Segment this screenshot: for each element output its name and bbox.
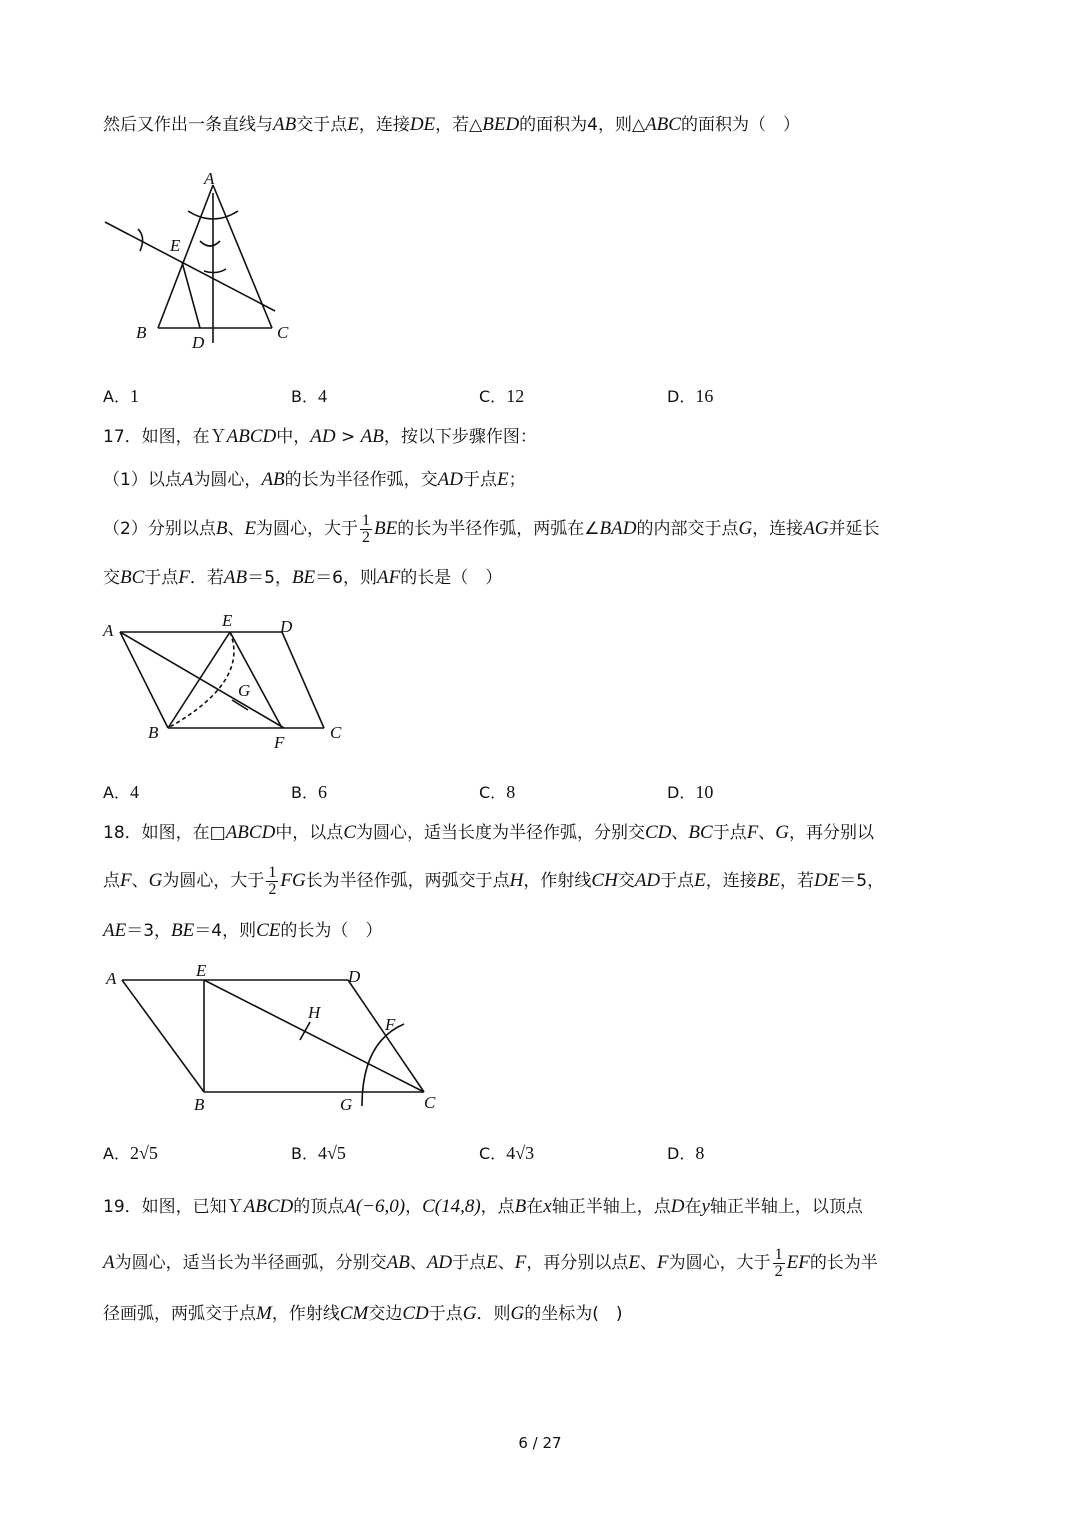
option-value: 2√5 — [129, 1143, 158, 1163]
text: ，点 — [480, 1197, 515, 1217]
text: ＝4，则 — [194, 921, 257, 941]
q17-line-2 — [103, 469, 526, 491]
text: 在 — [526, 1197, 544, 1217]
option-value: 4 — [129, 782, 139, 802]
math: BED — [482, 114, 520, 135]
math: AD — [437, 469, 463, 490]
text: 中，以点 — [275, 823, 344, 843]
text: 、 — [758, 823, 776, 843]
q19-line-1 — [103, 1196, 863, 1218]
option-c[interactable] — [479, 1141, 534, 1164]
option-value: 8 — [695, 1143, 705, 1163]
label-A: A — [204, 169, 215, 188]
math: F — [746, 822, 759, 843]
math: ABCD — [225, 822, 276, 843]
label-B: B — [194, 1095, 205, 1114]
label-A: A — [106, 969, 117, 988]
text: 于点 — [712, 823, 747, 843]
math: E — [347, 114, 359, 135]
math: AB — [223, 567, 248, 588]
text: 于点 — [462, 470, 497, 490]
text: 为圆心，大于 — [256, 519, 359, 539]
text: ， — [405, 1197, 423, 1217]
math: H — [509, 870, 524, 891]
math: CM — [339, 1303, 369, 1324]
option-a[interactable] — [103, 1141, 158, 1164]
option-letter: D． — [667, 783, 696, 802]
numerator: 1 — [362, 511, 371, 529]
option-letter: D． — [667, 387, 696, 406]
math: M — [256, 1303, 272, 1324]
text: ，作射线 — [271, 1304, 340, 1324]
text: 的长为半径作弧，交 — [284, 470, 438, 490]
math: E — [486, 1252, 498, 1273]
denominator: 2 — [774, 1262, 783, 1280]
text: 的顶点 — [293, 1197, 345, 1217]
text: > — [335, 427, 361, 447]
text: ＝5， — [839, 871, 885, 891]
text: ，再分别以点 — [526, 1253, 629, 1273]
math: D — [670, 1196, 685, 1217]
option-letter: B． — [291, 387, 318, 406]
math: AD — [310, 426, 336, 447]
text: 、 — [639, 1253, 657, 1273]
text: ，作射线 — [523, 871, 592, 891]
label-H: H — [308, 1003, 321, 1022]
label-F: F — [274, 733, 285, 752]
q16-options — [103, 384, 863, 406]
text: ，连接 — [705, 871, 757, 891]
math: ABC — [645, 114, 681, 135]
text: 的长为半 — [809, 1253, 878, 1273]
option-letter: B． — [291, 783, 318, 802]
math: BAD — [599, 518, 637, 539]
label-G: G — [340, 1095, 353, 1114]
text: 、 — [131, 871, 149, 891]
text: （1）以点 — [103, 470, 182, 490]
option-b[interactable] — [291, 1141, 346, 1164]
option-value: 12 — [506, 386, 525, 406]
option-b[interactable] — [291, 780, 327, 803]
option-letter: C． — [479, 783, 507, 802]
text: 18．如图，在□ — [103, 823, 226, 843]
text: ，若△ — [435, 115, 483, 135]
numerator: 1 — [774, 1245, 783, 1263]
math: BC — [120, 567, 145, 588]
math: AB — [261, 469, 285, 490]
math: E — [496, 469, 509, 490]
label-C: C — [330, 723, 342, 742]
text: 于点 — [660, 871, 695, 891]
label-F: F — [385, 1015, 396, 1034]
label-A: A — [103, 621, 114, 640]
option-value: 4 — [317, 386, 327, 406]
option-value: 16 — [695, 386, 714, 406]
label-E: E — [170, 236, 181, 255]
text: 轴正半轴上，点 — [551, 1197, 671, 1217]
text: ＝3， — [126, 921, 172, 941]
math: x — [543, 1196, 552, 1217]
text: 然后又作出一条直线与 — [103, 115, 273, 135]
text: 于点 — [452, 1253, 487, 1273]
math: y — [701, 1196, 710, 1217]
math: ABCD — [226, 426, 277, 447]
fraction-half — [773, 1247, 785, 1280]
text: ＝5， — [247, 568, 292, 588]
q18-line-1 — [103, 822, 874, 844]
text: 的面积为4，则△ — [519, 115, 646, 135]
q16-text-line — [103, 114, 800, 136]
text: 的长为半径作弧，两弧在∠ — [397, 519, 600, 539]
text: ＝6，则 — [315, 568, 377, 588]
math: CE — [256, 920, 281, 941]
text: ，再分别以 — [789, 823, 875, 843]
q18-figure — [100, 960, 450, 1120]
text: 在 — [684, 1197, 702, 1217]
option-c[interactable] — [479, 384, 524, 407]
q17-figure — [100, 612, 360, 752]
math: B — [215, 518, 228, 539]
text: 的长为（ ） — [280, 921, 383, 941]
text: 、 — [497, 1253, 515, 1273]
math: DE — [813, 870, 840, 891]
math: EF — [786, 1252, 810, 1273]
math: AB — [273, 114, 297, 135]
text: 、 — [227, 519, 245, 539]
text: ，按以下步骤作图： — [383, 427, 537, 447]
text: 的坐标为( ) — [524, 1304, 623, 1324]
math: AE — [103, 920, 127, 941]
option-value: 4√5 — [317, 1143, 346, 1163]
math: E — [628, 1252, 640, 1273]
label-D: D — [348, 967, 361, 986]
option-letter: B． — [291, 1144, 318, 1163]
text: 于点 — [144, 568, 179, 588]
math: AG — [803, 518, 829, 539]
q18-line-2 — [103, 862, 884, 900]
math: C(14,8) — [422, 1196, 481, 1217]
option-value: 10 — [695, 782, 714, 802]
q18-options — [103, 1141, 863, 1163]
math: G — [738, 518, 753, 539]
option-b[interactable] — [291, 384, 327, 407]
math: BC — [688, 822, 713, 843]
option-letter: D． — [667, 1144, 696, 1163]
text: 交 — [103, 568, 120, 588]
option-value: 8 — [506, 782, 516, 802]
q17-line-4 — [103, 567, 502, 589]
math: BE — [374, 518, 398, 539]
option-letter: A． — [103, 387, 130, 406]
math: BE — [756, 870, 780, 891]
math: A — [181, 469, 194, 490]
q16-figure — [100, 165, 310, 355]
text: ．则 — [476, 1304, 511, 1324]
fraction-half — [360, 513, 372, 546]
fraction-half — [266, 865, 278, 898]
math: G — [462, 1303, 477, 1324]
math: AB — [386, 1252, 410, 1273]
denominator: 2 — [268, 880, 277, 898]
label-E: E — [196, 961, 207, 980]
option-letter: A． — [103, 1144, 130, 1163]
math: F — [178, 567, 190, 588]
text: 并延长 — [828, 519, 880, 539]
text: ； — [508, 470, 526, 490]
q18-line-3 — [103, 920, 382, 942]
math: ABCD — [243, 1196, 294, 1217]
numerator: 1 — [268, 863, 277, 881]
text: 为圆心，大于 — [668, 1253, 771, 1273]
math: A(−6,0) — [344, 1196, 406, 1217]
label-E: E — [222, 612, 233, 630]
page-number: 6 / 27 — [518, 1434, 562, 1452]
option-letter: C． — [479, 1144, 507, 1163]
math: F — [514, 1252, 527, 1273]
text: 于点 — [428, 1304, 463, 1324]
math: AD — [634, 870, 661, 891]
label-B: B — [148, 723, 159, 742]
text: ．若 — [189, 568, 224, 588]
q17-options — [103, 780, 863, 802]
math: F — [656, 1252, 669, 1273]
math: BE — [291, 567, 316, 588]
math: G — [510, 1303, 525, 1324]
math: E — [244, 518, 257, 539]
text: 为圆心，适当长为半径画弧，分别交 — [114, 1253, 387, 1273]
math: DE — [409, 114, 436, 135]
text: 交边 — [368, 1304, 403, 1324]
text: 点 — [103, 871, 120, 891]
option-d[interactable] — [667, 780, 713, 803]
math: A — [103, 1252, 115, 1273]
q19-line-3 — [103, 1303, 622, 1325]
text: 交于点 — [296, 115, 348, 135]
math: CD — [402, 1303, 429, 1324]
text: 径画弧，两弧交于点 — [103, 1304, 256, 1324]
option-value: 4√3 — [506, 1143, 535, 1163]
text: 中， — [276, 427, 311, 447]
label-D: D — [192, 333, 205, 352]
text: 为圆心， — [193, 470, 262, 490]
math: B — [514, 1196, 527, 1217]
option-letter: A． — [103, 783, 130, 802]
text: ，连接 — [358, 115, 410, 135]
math: CH — [591, 870, 618, 891]
math: E — [694, 870, 706, 891]
q17-line-3 — [103, 510, 880, 548]
text: 的内部交于点 — [636, 519, 739, 539]
label-G: G — [238, 681, 251, 700]
text: 为圆心，大于 — [162, 871, 265, 891]
math: AD — [426, 1252, 453, 1273]
label-B: B — [136, 323, 147, 342]
text: 的长是（ ） — [400, 568, 503, 588]
text: ，连接 — [752, 519, 804, 539]
text: 19．如图，已知Ｙ — [103, 1197, 244, 1217]
text: 的面积为（ ） — [680, 115, 800, 135]
text: 长为半径作弧，两弧交于点 — [305, 871, 510, 891]
math: AB — [360, 426, 384, 447]
q17-line-1 — [103, 426, 537, 448]
text: 交 — [617, 871, 635, 891]
math: G — [148, 870, 163, 891]
math: AF — [376, 567, 401, 588]
text: 轴正半轴上，以顶点 — [709, 1197, 863, 1217]
label-C: C — [277, 323, 289, 342]
text: 、 — [671, 823, 689, 843]
text: ，若 — [779, 871, 814, 891]
denominator: 2 — [362, 528, 371, 546]
text: 为圆心，适当长度为半径作弧，分别交 — [356, 823, 645, 843]
option-a[interactable] — [103, 780, 139, 803]
text: （2）分别以点 — [103, 519, 216, 539]
math: G — [775, 822, 790, 843]
math: C — [343, 822, 356, 843]
option-a[interactable] — [103, 384, 139, 407]
option-value: 1 — [129, 386, 139, 406]
option-d[interactable] — [667, 384, 713, 407]
option-letter: C． — [479, 387, 507, 406]
text: 、 — [409, 1253, 427, 1273]
q19-line-2 — [103, 1244, 878, 1282]
option-value: 6 — [317, 782, 327, 802]
text: 17．如图，在Ｙ — [103, 427, 227, 447]
option-d[interactable] — [667, 1141, 704, 1164]
label-C: C — [424, 1093, 436, 1112]
math: FG — [280, 870, 306, 891]
label-D: D — [280, 617, 293, 636]
math: F — [120, 870, 132, 891]
math: CD — [645, 822, 672, 843]
math: BE — [171, 920, 195, 941]
option-c[interactable] — [479, 780, 515, 803]
